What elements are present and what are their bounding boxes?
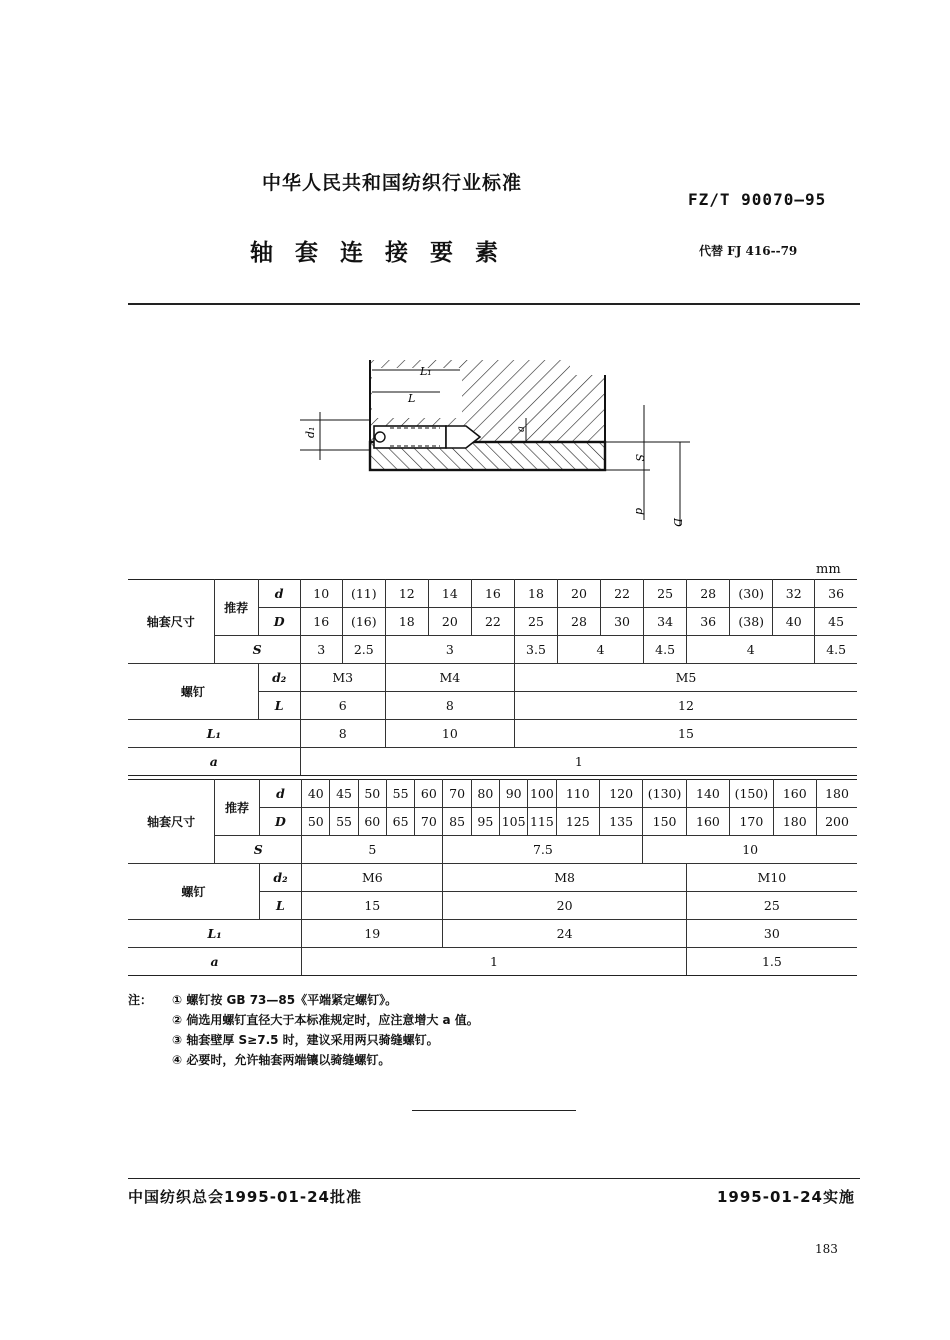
table-cell: 45 [815,608,857,636]
table-cell: 70 [443,780,471,808]
table-part-2 [128,779,857,976]
table-cell: 10 [385,720,514,748]
footer-rule [128,1178,860,1179]
notes [128,990,479,1070]
table-cell: 160 [686,808,729,836]
table-cell: 70 [415,808,443,836]
table-cell: 2.5 [342,636,385,664]
table-cell: 16 [300,608,342,636]
table-cell: 4 [687,636,815,664]
header-rule [128,303,860,305]
table-cell: (30) [730,580,773,608]
table-cell: 170 [730,808,773,836]
dimension-tables [128,579,857,976]
replaces-note: 代替 FJ 416--79 [699,244,798,258]
note-item: ① 螺钉按 GB 73—85《平端紧定螺钉》。 [172,993,398,1007]
label-D: D [671,518,684,527]
table-cell: 180 [816,780,857,808]
table-cell: 36 [815,580,857,608]
unit-label: mm [816,562,841,577]
notes-label: 注： [128,993,153,1007]
table-cell: M3 [300,664,385,692]
table-cell: 32 [773,580,815,608]
table-cell: (16) [342,608,385,636]
table-cell: 4 [557,636,643,664]
table-cell: 25 [644,580,687,608]
table-cell: 18 [385,608,428,636]
table-cell: 7.5 [443,836,643,864]
table-cell: 19 [302,920,443,948]
table-cell: 3.5 [514,636,557,664]
table-cell: 3 [300,636,342,664]
recommended-label: 推荐 [215,780,259,836]
note-item: ④ 必要时，允许轴套两端镶以骑缝螺钉。 [172,1053,391,1067]
table-cell: 150 [643,808,686,836]
sym-a: a [128,748,300,776]
table-cell: 90 [500,780,528,808]
standard-code: FZ/T 90070—95 [688,190,827,209]
table-cell: 55 [386,780,414,808]
table-cell: 50 [302,808,330,836]
table-cell: (38) [730,608,773,636]
table-cell: 22 [471,608,514,636]
group-screw: 螺钉 [128,864,259,920]
table-cell: 16 [471,580,514,608]
issuing-body: 中华人民共和国纺织行业标准 [262,172,523,194]
table-cell: 30 [686,920,857,948]
table-cell: M4 [385,664,514,692]
table-cell: 20 [557,580,600,608]
table-cell: 14 [428,580,471,608]
sym-L1: L₁ [128,720,300,748]
table-cell: (150) [730,780,773,808]
table-cell: 8 [385,692,514,720]
recommended-label: 推荐 [214,580,258,636]
table-cell: 115 [528,808,556,836]
table-cell: 60 [415,780,443,808]
table-cell: 1 [302,948,687,976]
table-cell: 15 [302,892,443,920]
note-item: ② 倘选用螺钉直径大于本标准规定时，应注意增大 a 值。 [172,1013,479,1027]
end-rule [412,1110,576,1111]
sym-S: S [215,836,302,864]
approval-date: 中国纺织总会1995-01-24批准 [128,1188,362,1206]
sleeve-connection-drawing [290,350,710,540]
label-d: d [633,508,646,516]
group-screw: 螺钉 [128,664,258,720]
label-L: L [408,392,416,405]
table-cell: 12 [385,580,428,608]
table-cell: M10 [686,864,857,892]
table-cell: 22 [601,580,644,608]
note-item: ③ 轴套壁厚 S≥7.5 时，建议采用两只骑缝螺钉。 [172,1033,439,1047]
table-cell: 55 [330,808,358,836]
table-cell: 45 [330,780,358,808]
table-cell: 140 [686,780,729,808]
table-cell: 80 [471,780,499,808]
table-cell: M5 [514,664,857,692]
table-cell: 85 [443,808,471,836]
table-cell: 15 [514,720,857,748]
table-cell: 110 [556,780,599,808]
table-cell: 5 [302,836,443,864]
table-cell: 10 [643,836,857,864]
sym-d: d [258,580,300,608]
group-sleeve: 轴套尺寸 [128,580,214,664]
group-sleeve: 轴套尺寸 [128,780,215,864]
table-cell: 18 [514,580,557,608]
table-cell: 95 [471,808,499,836]
table-cell: 34 [644,608,687,636]
sym-d: d [259,780,301,808]
table-cell: 28 [557,608,600,636]
table-cell: 6 [300,692,385,720]
label-S: S [633,454,646,462]
table-cell: M8 [443,864,686,892]
table-cell: 40 [773,608,815,636]
table-cell: 28 [687,580,730,608]
table-cell: 8 [300,720,385,748]
table-cell: 180 [773,808,816,836]
table-cell: 36 [687,608,730,636]
table-cell: 20 [443,892,686,920]
document-title: 轴套连接要素 [250,240,520,266]
table-cell: 135 [599,808,642,836]
sym-d2: d₂ [258,664,300,692]
table-cell: 105 [500,808,528,836]
table-cell: M6 [302,864,443,892]
table-part-1 [128,579,857,776]
table-cell: 120 [599,780,642,808]
sym-D: D [259,808,301,836]
table-cell: 4.5 [644,636,687,664]
table-cell: 20 [428,608,471,636]
effective-date: 1995-01-24实施 [717,1188,855,1206]
label-L1: L₁ [420,365,432,378]
table-cell: (130) [643,780,686,808]
label-a: a [516,426,527,432]
table-cell: 50 [358,780,386,808]
sym-d2: d₂ [259,864,301,892]
table-cell: 60 [358,808,386,836]
table-cell: 160 [773,780,816,808]
table-cell: 30 [601,608,644,636]
table-cell: 125 [556,808,599,836]
table-cell: 10 [300,580,342,608]
table-cell: 3 [385,636,514,664]
table-cell: 4.5 [815,636,857,664]
sym-D: D [258,608,300,636]
table-cell: 65 [386,808,414,836]
sym-L1: L₁ [128,920,302,948]
label-d1: d₁ [304,426,317,438]
table-cell: 40 [302,780,330,808]
sym-L: L [259,892,301,920]
table-cell: 1 [300,748,857,776]
table-cell: 200 [816,808,857,836]
table-cell: 12 [514,692,857,720]
sym-a: a [128,948,302,976]
sym-S: S [214,636,300,664]
table-cell: 25 [514,608,557,636]
page-number: 183 [815,1242,838,1256]
table-cell: 24 [443,920,686,948]
sym-L: L [258,692,300,720]
table-cell: 100 [528,780,556,808]
table-cell: 1.5 [686,948,857,976]
table-cell: (11) [342,580,385,608]
table-cell: 25 [686,892,857,920]
